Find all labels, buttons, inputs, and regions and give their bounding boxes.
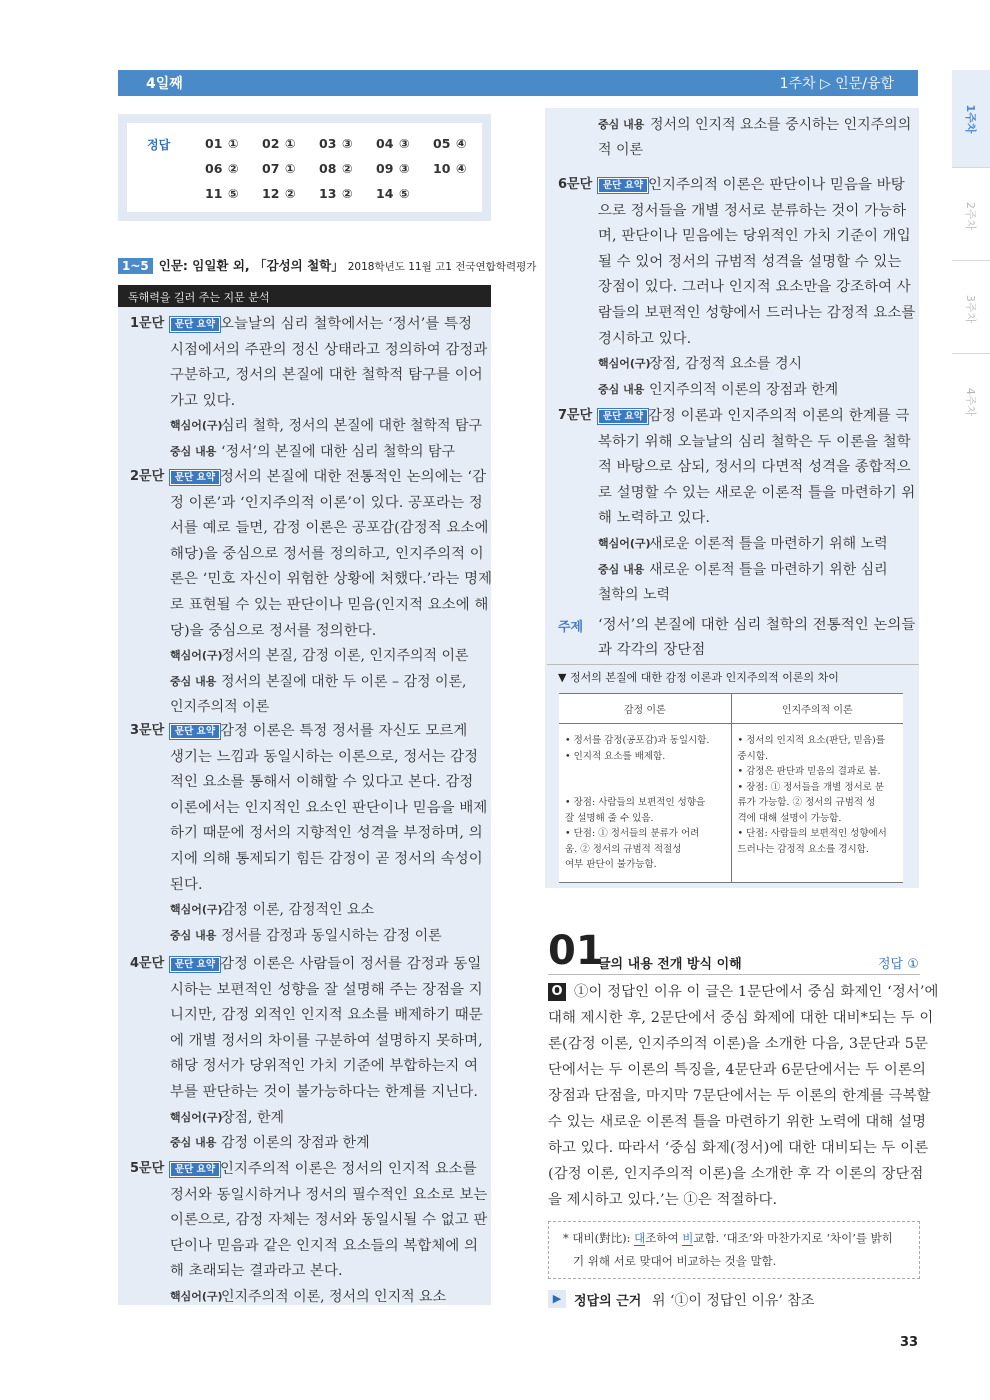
- divider: [547, 664, 919, 665]
- theme-line: 과 각각의 장단점: [598, 642, 706, 658]
- paragraph-summary-line: 단이나 믿음과 같은 인지적 요소들의 복합체에 의: [170, 1237, 479, 1254]
- paragraph-summary-line: 하기 때문에 정서의 지향적인 성격을 부정하며, 의: [170, 825, 483, 842]
- center-content: 정서를 감정과 동일시하는 감정 이론: [221, 927, 442, 944]
- paragraph-summary-line: 정서와 동일시하거나 정서의 필수적인 요소로 보는: [170, 1186, 488, 1203]
- answer-choice: ⑤: [228, 186, 239, 201]
- side-tab-week1[interactable]: 1주차: [952, 70, 990, 167]
- table-line: 격에 대해 설명이 가능함.: [737, 812, 842, 824]
- center-content-label: 중심 내용: [170, 445, 217, 458]
- center-content: 적 이론: [598, 142, 644, 158]
- paragraph-summary-line: 될 수 있어 정서의 규범적 성격을 설명할 수 있는: [598, 253, 902, 270]
- day-label: 4일째: [146, 76, 183, 92]
- answer-item: 14: [376, 186, 394, 201]
- center-content: 인지주의적 이론: [170, 699, 270, 716]
- answer-choice: ①: [285, 161, 296, 176]
- key-phrase: 정서의 본질, 감정 이론, 인지주의적 이론: [221, 648, 469, 665]
- center-content: 인지주의적 이론의 장점과 한계: [649, 381, 839, 398]
- center-content: 감정 이론의 장점과 한계: [221, 1135, 370, 1152]
- table-line: • 정서의 인지적 요소(판단, 믿음)를: [737, 735, 885, 746]
- answer-item: 12: [262, 186, 280, 201]
- answer-item: 11: [205, 186, 223, 201]
- key-phrase-label: 핵심어(구): [170, 903, 223, 917]
- center-content-label: 중심 내용: [598, 118, 645, 131]
- answer-choice: ②: [342, 186, 353, 201]
- center-content: 철학의 노력: [598, 587, 671, 604]
- key-phrase: 장점, 한계: [221, 1109, 284, 1126]
- paragraph-summary-line: 적 바탕으로 삼되, 정서의 다면적 성격을 종합적으: [598, 459, 911, 476]
- paragraph-summary-line: 로 표현될 수 있는 판단이나 믿음(인지적 요소에 해: [170, 597, 489, 613]
- paragraph-summary-line: 인지주의적 이론은 판단이나 믿음을 바탕: [648, 177, 905, 193]
- key-phrase: 장점, 감정적 요소를 경시: [649, 356, 803, 373]
- answer-item: 09: [376, 161, 394, 176]
- table-header: 감정 이론: [559, 694, 731, 724]
- summary-badge: 문단 요약: [598, 409, 648, 424]
- center-content-label: 중심 내용: [598, 382, 645, 396]
- paragraph-summary-line: 적인 요소를 통해서 이해할 수 있다고 본다. 감정: [170, 774, 474, 791]
- theme-line: ‘정서’의 본질에 대한 심리 철학의 전통적인 논의들: [598, 617, 916, 633]
- paragraph-summary-line: 이론에서는 인지적인 요소인 판단이나 믿음을 배제: [170, 799, 488, 816]
- table-line: • 정서를 감정(공포감)과 동일시함.: [565, 735, 710, 746]
- paragraph-summary-line: 감정 이론은 사람들이 정서를 감정과 동일: [220, 956, 482, 972]
- analysis-header: 독해력을 길러 주는 지문 분석: [118, 285, 491, 307]
- paragraph-label: 5문단: [130, 1161, 165, 1176]
- paragraph-summary-line: 경시하고 있다.: [598, 330, 692, 347]
- key-phrase-label: 핵심어(구): [170, 1110, 223, 1124]
- answer-item: 03: [319, 136, 337, 151]
- question-answer: 정답 ①: [878, 957, 919, 972]
- answer-choice: ②: [342, 161, 353, 176]
- answer-item: 01: [205, 136, 223, 151]
- answer-choice: ⑤: [399, 186, 410, 201]
- table-line: [565, 764, 727, 780]
- table-line: 류가 가능함. ② 정서의 규범적 성: [737, 797, 876, 808]
- paragraph-summary-line: 로 설명할 수 있는 새로운 이론적 틀을 마련하기 위: [598, 484, 916, 501]
- answer-choice: ①: [285, 136, 296, 151]
- paragraph-summary-line: 생기는 느낌과 동일시하는 이론으로, 정서는 감정: [170, 748, 479, 765]
- table-line: • 장점: ① 정서들을 개별 정서로 분: [737, 781, 885, 793]
- summary-badge: 문단 요약: [170, 470, 220, 485]
- center-content-label: 중심 내용: [598, 562, 645, 576]
- center-content: 정서의 본질에 대한 두 이론 – 감정 이론,: [221, 673, 467, 690]
- paragraph-summary-line: 구분하고, 정서의 본질에 대한 철학적 탐구를 이어: [170, 367, 483, 384]
- theme-label: 주제: [558, 620, 584, 635]
- paragraph-summary-line: 며, 판단이나 믿음에는 당위적인 가치 기준이 개입: [598, 228, 911, 245]
- key-phrase-label: 핵심어(구): [598, 357, 651, 371]
- answer-key-label: 정답: [147, 138, 171, 152]
- paragraph-summary-line: 서를 예로 들면, 감정 이론은 공포감(감정적 요소에: [170, 520, 489, 537]
- explanation-line: 대해 제시한 후, 2문단에서 중심 화제에 대한 대비*되는 두 이: [548, 1010, 934, 1026]
- table-cell-cognitive-theory: [731, 724, 903, 883]
- answer-item: 10: [433, 161, 451, 176]
- paragraph-summary-line: 시점에서의 주관의 정신 상태라고 정의하여 감정과: [170, 341, 488, 358]
- summary-badge: 문단 요약: [170, 724, 220, 739]
- table-cell-emotion-theory: [559, 724, 731, 883]
- paragraph-label: 3문단: [130, 723, 165, 738]
- explanation-line: 론(감정 이론, 인지주의적 이론)을 소개한 다음, 3문단과 5문: [548, 1036, 929, 1052]
- key-phrase: 인지주의적 이론, 정서의 인지적 요소: [221, 1289, 447, 1305]
- breadcrumb: 1주차 ▷ 인문/융합: [779, 76, 894, 92]
- paragraph-summary-line: 해당)을 중심으로 정서를 정의하고, 인지주의적 이: [170, 545, 484, 562]
- explanation-line: (감정 이론, 인지주의적 이론)을 소개한 후 각 이론의 장단점: [548, 1166, 924, 1182]
- summary-badge: 문단 요약: [170, 957, 220, 972]
- paragraph-summary-line: 오늘날의 심리 철학에서는 ‘정서’를 특정: [220, 316, 473, 332]
- source-year: 2018학년도 11월 고1 전국연합학력평가: [347, 261, 537, 273]
- answer-item: 08: [319, 161, 337, 176]
- summary-badge: 문단 요약: [170, 317, 220, 332]
- center-content-label: 중심 내용: [170, 674, 217, 688]
- table-line: 잘 설명해 줄 수 있음.: [565, 812, 654, 824]
- paragraph-summary-line: 된다.: [170, 876, 203, 893]
- answer-item: 04: [376, 136, 394, 151]
- paragraph-summary-line: 지에 의해 통제되기 힘든 감정이 곧 정서의 속성이: [170, 851, 483, 867]
- question-range: 1~5: [118, 258, 153, 274]
- page-number: 33: [900, 1335, 919, 1350]
- table-line: 드러나는 감정적 요소를 경시함.: [737, 843, 869, 855]
- answer-item: 13: [319, 186, 337, 201]
- summary-badge: 문단 요약: [598, 178, 648, 193]
- answer-item: 02: [262, 136, 280, 151]
- question-number: 01: [548, 928, 604, 974]
- answer-choice: ②: [228, 161, 239, 176]
- divider: [548, 974, 920, 975]
- key-phrase: 심리 철학, 정서의 본질에 대한 철학적 탐구: [221, 418, 483, 435]
- paragraph-summary-line: 니지만, 감정 외적인 인지적 요소를 배제하기 때문: [170, 1007, 483, 1024]
- source-line: [118, 256, 537, 274]
- answer-choice: ④: [456, 161, 467, 176]
- paragraph-summary-line: 인지주의적 이론은 정서의 인지적 요소를: [220, 1161, 477, 1177]
- comparison-table: [559, 693, 903, 883]
- answer-choice: ④: [456, 136, 467, 151]
- paragraph-summary-line: 장점이 있다. 그러나 인지적 요소만을 강조하여 사: [598, 279, 911, 296]
- explanation-line: ①이 정답인 이유 이 글은 1문단에서 중심 화제인 ‘정서’에: [574, 984, 939, 1000]
- paragraph-summary-line: 으로 정서들을 개별 정서로 분류하는 것이 가능하: [598, 202, 907, 219]
- table-line: [565, 780, 727, 796]
- key-phrase-label: 핵심어(구): [598, 537, 651, 550]
- key-phrase-label: 핵심어(구): [170, 419, 223, 433]
- paragraph-summary-line: 감정 이론은 특정 정서를 자신도 모르게: [220, 723, 468, 739]
- side-tab-week3[interactable]: 3주차: [952, 260, 990, 357]
- paragraph-summary-line: 시하는 보편적인 성향을 잘 설명해 주는 장점을 지: [170, 981, 483, 998]
- key-phrase: 감정 이론, 감정적인 요소: [221, 902, 375, 919]
- correct-mark-icon: O: [548, 983, 566, 1001]
- key-phrase-label: 핵심어(구): [170, 649, 223, 663]
- side-tab-week4[interactable]: 4주차: [952, 353, 990, 450]
- table-line: • 단점: 사람들의 보편적인 성향에서: [737, 828, 887, 839]
- explanation-line: 단에서는 두 이론의 특징을, 4문단과 6문단에서는 두 이론의: [548, 1062, 926, 1078]
- paragraph-summary-line: 해 노력하고 있다.: [598, 510, 711, 527]
- paragraph-summary-line: 정서의 본질에 대한 전통적인 논의에는 ‘감: [220, 469, 487, 485]
- summary-badge: 문단 요약: [170, 1162, 220, 1177]
- play-arrow-icon: ▶: [548, 1290, 566, 1308]
- paragraph-summary-line: 감정 이론과 인지주의적 이론의 한계를 극: [648, 408, 910, 424]
- answer-choice: ③: [342, 136, 353, 151]
- center-content: 새로운 이론적 틀을 마련하기 위한 심리: [649, 561, 888, 578]
- explanation-line: 을 제시하고 있다.’는 ①은 적절하다.: [548, 1192, 778, 1208]
- basis-label: 정답의 근거: [574, 1294, 642, 1309]
- paragraph-label: 7문단: [558, 408, 593, 423]
- center-content-label: 중심 내용: [170, 1136, 217, 1150]
- paragraph-summary-line: 해당 정서가 당위적인 가치 기준에 부합하는지 여: [170, 1058, 479, 1075]
- answer-choice: ③: [399, 161, 410, 176]
- table-title: ▼ 정서의 본질에 대한 감정 이론과 인지주의적 이론의 차이: [558, 671, 839, 684]
- table-line: 여부 판단이 불가능함.: [565, 859, 657, 870]
- center-content: 정서의 인지적 요소를 중시하는 인지주의의: [650, 117, 912, 133]
- question-title: 글의 내용 전개 방식 이해: [598, 957, 742, 972]
- answer-choice: ③: [399, 136, 410, 151]
- answer-key-box: [118, 114, 491, 221]
- paragraph-summary-line: 람들의 보편적인 성향에서 드러나는 감정적 요소를: [598, 305, 916, 321]
- key-phrase-label: 핵심어(구): [170, 1290, 223, 1303]
- table-line: 움. ② 정서의 규범적 적절성: [565, 843, 682, 855]
- answer-choice: ①: [228, 136, 239, 151]
- paragraph-summary-line: 해 초래되는 결과라고 본다.: [170, 1263, 343, 1280]
- paragraph-label: 2문단: [130, 469, 165, 484]
- center-content-label: 중심 내용: [170, 928, 217, 942]
- vocab-note: * 대비(對比): 대조하여 비교함. ‘대조’와 마찬가지로 ‘차이’를 밝히 기 위해 서로 맞대어 비교하는 것을 말함.: [548, 1221, 920, 1279]
- table-line: • 단점: ① 정서들의 분류가 어려: [565, 828, 700, 839]
- answer-item: 06: [205, 161, 223, 176]
- basis-text: 위 ‘①이 정답인 이유’ 참조: [652, 1293, 815, 1309]
- answer-item: 05: [433, 136, 451, 151]
- explanation-line: 하고 있다. 따라서 ‘중심 화제(정서)에 대한 대비되는 두 이론: [548, 1140, 929, 1156]
- paragraph-summary-line: 가고 있다.: [170, 392, 236, 409]
- answer-item: 07: [262, 161, 280, 176]
- paragraph-summary-line: 이론으로, 감정 자체는 정서와 동일시될 수 없고 판: [170, 1212, 488, 1229]
- top-bar: [118, 70, 918, 96]
- side-tab-week2[interactable]: 2주차: [952, 167, 990, 264]
- explanation-line: 장점과 단점을, 마지막 7문단에서는 두 이론의 한계를 극복할: [548, 1088, 931, 1104]
- table-line: 중시함.: [737, 750, 769, 762]
- paragraph-summary-line: 정 이론’과 ‘인지주의적 이론’이 있다. 공포라는 정: [170, 494, 483, 511]
- paragraph-summary-line: 복하기 위해 오늘날의 심리 철학은 두 이론을 철학: [598, 433, 911, 450]
- paragraph-summary-line: 에 개별 정서의 차이를 구분하여 설명하지 못하며,: [170, 1032, 483, 1049]
- source-title: 인문: 임일환 외, 「감성의 철학」: [158, 258, 344, 273]
- table-line: • 장점: 사람들의 보편적인 성향을: [565, 797, 706, 808]
- paragraph-summary-line: 당)을 중심으로 정서를 정의한다.: [170, 622, 377, 639]
- paragraph-summary-line: 부를 판단하는 것이 불가능하다는 한계를 지닌다.: [170, 1084, 479, 1100]
- key-phrase: 새로운 이론적 틀을 마련하기 위해 노력: [649, 536, 888, 552]
- explanation-line: 수 있는 새로운 이론적 틀을 마련하기 위한 노력에 대해 설명: [548, 1114, 927, 1130]
- table-line: • 감정은 판단과 믿음의 결과로 봄.: [737, 766, 881, 777]
- center-content: ‘정서’의 본질에 대한 심리 철학의 탐구: [221, 444, 456, 460]
- paragraph-summary-line: 론은 ‘민호 자신이 위험한 상황에 처했다.’라는 명제: [170, 571, 493, 588]
- paragraph-label: 4문단: [130, 956, 165, 971]
- paragraph-label: 6문단: [558, 177, 593, 192]
- table-header: 인지주의적 이론: [731, 694, 903, 724]
- answer-choice: ②: [285, 186, 296, 201]
- paragraph-label: 1문단: [130, 316, 165, 331]
- table-line: • 인지적 요소를 배제함.: [565, 750, 666, 762]
